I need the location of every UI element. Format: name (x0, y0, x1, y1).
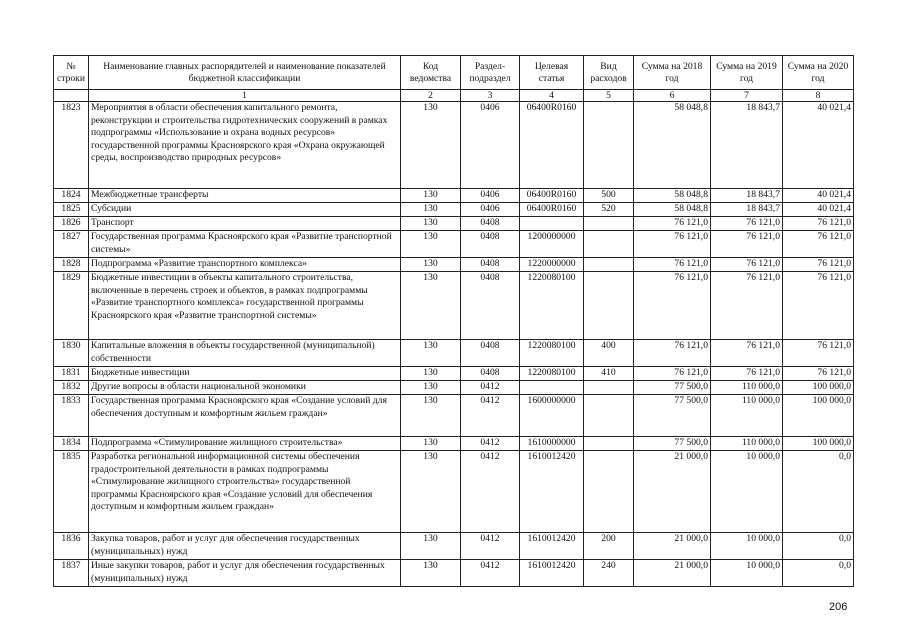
header-sum-2019: Сумма на 2019 год (711, 56, 783, 90)
table-row (54, 451, 854, 533)
table-row (54, 258, 854, 272)
table-row (54, 217, 854, 231)
section-code: 0412 (461, 395, 520, 437)
target-article: 1610000000 (520, 437, 584, 451)
target-article (520, 217, 584, 231)
department-code: 130 (401, 381, 461, 395)
expense-type (584, 102, 634, 189)
target-article: 1220080100 (520, 367, 584, 381)
sum-2018: 76 121,0 (634, 367, 711, 381)
table-row (54, 560, 854, 587)
department-code: 130 (401, 203, 461, 217)
section-code: 0412 (461, 437, 520, 451)
row-name: Разработка региональной информационной системы обеспечения градостроительной деятельности в рамках подпрограммы «Стимулирование жилищного строительства» государственной программы Красноярского края «Создание условий для обеспечения доступным и комфортным жильем граждан» (89, 451, 401, 533)
sum-2018: 21 000,0 (634, 560, 711, 587)
table-row (54, 533, 854, 560)
sum-2018: 76 121,0 (634, 231, 711, 258)
row-name: Капитальные вложения в объекты государственной (муниципальной) собственности (89, 340, 401, 367)
row-number: 1827 (54, 231, 89, 258)
section-code: 0408 (461, 367, 520, 381)
target-article: 1610012420 (520, 533, 584, 560)
header-expense-type: Вид расходов (584, 56, 634, 90)
department-code: 130 (401, 189, 461, 203)
sum-2018: 76 121,0 (634, 272, 711, 340)
target-article: 1610012420 (520, 451, 584, 533)
section-code: 0408 (461, 217, 520, 231)
sum-2018: 76 121,0 (634, 217, 711, 231)
expense-type (584, 258, 634, 272)
sum-2019: 76 121,0 (711, 272, 783, 340)
section-code: 0406 (461, 102, 520, 189)
sum-2020: 100 000,0 (783, 381, 854, 395)
table-row (54, 203, 854, 217)
sum-2019: 110 000,0 (711, 437, 783, 451)
section-code: 0412 (461, 451, 520, 533)
header-sum-2020: Сумма на 2020 год (783, 56, 854, 90)
header-name: Наименование главных распорядителей и наименование показателей бюджетной классификации (89, 56, 401, 90)
row-name: Государственная программа Красноярского края «Развитие транспортной системы» (89, 231, 401, 258)
expense-type: 500 (584, 189, 634, 203)
expense-type: 520 (584, 203, 634, 217)
expense-type (584, 272, 634, 340)
sum-2018: 77 500,0 (634, 437, 711, 451)
department-code: 130 (401, 217, 461, 231)
section-code: 0412 (461, 560, 520, 587)
department-code: 130 (401, 367, 461, 381)
section-code: 0412 (461, 533, 520, 560)
expense-type (584, 381, 634, 395)
sum-2020: 40 021,4 (783, 189, 854, 203)
sum-2019: 76 121,0 (711, 231, 783, 258)
table-row (54, 340, 854, 367)
target-article: 1220080100 (520, 272, 584, 340)
target-article: 06400R0160 (520, 189, 584, 203)
sum-2020: 76 121,0 (783, 367, 854, 381)
row-number: 1826 (54, 217, 89, 231)
table-row (54, 367, 854, 381)
department-code: 130 (401, 102, 461, 189)
sum-2019: 76 121,0 (711, 367, 783, 381)
department-code: 130 (401, 451, 461, 533)
sum-2020: 40 021,4 (783, 203, 854, 217)
sum-2019: 76 121,0 (711, 340, 783, 367)
sum-2018: 21 000,0 (634, 451, 711, 533)
sum-2020: 76 121,0 (783, 217, 854, 231)
table-body (54, 102, 854, 587)
column-number: 8 (783, 90, 854, 102)
table-row (54, 437, 854, 451)
sum-2018: 76 121,0 (634, 340, 711, 367)
sum-2020: 76 121,0 (783, 272, 854, 340)
section-code: 0406 (461, 189, 520, 203)
table-row (54, 189, 854, 203)
row-name: Подпрограмма «Развитие транспортного комплекса» (89, 258, 401, 272)
sum-2020: 100 000,0 (783, 395, 854, 437)
column-number: 7 (711, 90, 783, 102)
sum-2020: 0,0 (783, 451, 854, 533)
row-number: 1825 (54, 203, 89, 217)
row-number: 1833 (54, 395, 89, 437)
budget-table (53, 55, 854, 587)
sum-2018: 21 000,0 (634, 533, 711, 560)
row-number: 1836 (54, 533, 89, 560)
sum-2020: 0,0 (783, 533, 854, 560)
sum-2019: 18 843,7 (711, 102, 783, 189)
sum-2018: 58 048,8 (634, 189, 711, 203)
column-number (54, 90, 89, 102)
sum-2020: 76 121,0 (783, 340, 854, 367)
row-number: 1837 (54, 560, 89, 587)
header-row-number: № строки (54, 56, 89, 90)
column-number: 1 (89, 90, 401, 102)
column-number: 5 (584, 90, 634, 102)
sum-2019: 76 121,0 (711, 217, 783, 231)
column-number: 3 (461, 90, 520, 102)
sum-2020: 100 000,0 (783, 437, 854, 451)
expense-type (584, 217, 634, 231)
expense-type (584, 395, 634, 437)
sum-2020: 0,0 (783, 560, 854, 587)
sum-2019: 110 000,0 (711, 381, 783, 395)
sum-2019: 18 843,7 (711, 203, 783, 217)
sum-2018: 58 048,8 (634, 203, 711, 217)
row-name: Другие вопросы в области национальной экономики (89, 381, 401, 395)
department-code: 130 (401, 231, 461, 258)
table-row (54, 381, 854, 395)
target-article: 1200000000 (520, 231, 584, 258)
sum-2018: 58 048,8 (634, 102, 711, 189)
sum-2019: 110 000,0 (711, 395, 783, 437)
sum-2019: 76 121,0 (711, 258, 783, 272)
column-number: 2 (401, 90, 461, 102)
department-code: 130 (401, 533, 461, 560)
row-number: 1831 (54, 367, 89, 381)
row-name: Закупка товаров, работ и услуг для обеспечения государственных (муниципальных) нужд (89, 533, 401, 560)
sum-2020: 76 121,0 (783, 231, 854, 258)
header-sum-2018: Сумма на 2018 год (634, 56, 711, 90)
row-name: Иные закупки товаров, работ и услуг для обеспечения государственных (муниципальных) нужд (89, 560, 401, 587)
sum-2019: 18 843,7 (711, 189, 783, 203)
section-code: 0412 (461, 381, 520, 395)
department-code: 130 (401, 560, 461, 587)
expense-type (584, 437, 634, 451)
page-number: 206 (829, 601, 848, 613)
target-article: 1600000000 (520, 395, 584, 437)
target-article: 06400R0160 (520, 203, 584, 217)
table-row (54, 395, 854, 437)
row-number: 1828 (54, 258, 89, 272)
column-number-row (54, 90, 854, 102)
target-article: 06400R0160 (520, 102, 584, 189)
column-number: 6 (634, 90, 711, 102)
department-code: 130 (401, 258, 461, 272)
row-name: Бюджетные инвестиции (89, 367, 401, 381)
row-name: Транспорт (89, 217, 401, 231)
section-code: 0408 (461, 231, 520, 258)
sum-2020: 40 021,4 (783, 102, 854, 189)
expense-type (584, 231, 634, 258)
expense-type: 200 (584, 533, 634, 560)
section-code: 0408 (461, 340, 520, 367)
department-code: 130 (401, 272, 461, 340)
expense-type: 240 (584, 560, 634, 587)
sum-2018: 76 121,0 (634, 258, 711, 272)
row-name: Подпрограмма «Стимулирование жилищного строительства» (89, 437, 401, 451)
header-section: Раздел-подраздел (461, 56, 520, 90)
row-number: 1824 (54, 189, 89, 203)
table-row (54, 272, 854, 340)
sum-2018: 77 500,0 (634, 395, 711, 437)
row-name: Бюджетные инвестиции в объекты капитального строительства, включенные в перечень строек и объектов, в рамках подпрограммы «Развитие транспортного комплекса» государственной программы Красноярского края «Развитие транспортной системы» (89, 272, 401, 340)
row-name: Субсидии (89, 203, 401, 217)
row-name: Мероприятия в области обеспечения капитального ремонта, реконструкции и строительства гидротехнических сооружений в рамках подпрограммы «Использование и охрана водных ресурсов» государственной программы Красноярского края «Охрана окружающей среды, воспроизводство природных ресурсов» (89, 102, 401, 189)
department-code: 130 (401, 340, 461, 367)
table-row (54, 231, 854, 258)
expense-type (584, 451, 634, 533)
row-number: 1829 (54, 272, 89, 340)
section-code: 0408 (461, 258, 520, 272)
table-header (54, 56, 854, 102)
department-code: 130 (401, 395, 461, 437)
header-target-article: Целевая статья (520, 56, 584, 90)
column-number: 4 (520, 90, 584, 102)
target-article: 1220080100 (520, 340, 584, 367)
sum-2019: 10 000,0 (711, 560, 783, 587)
department-code: 130 (401, 437, 461, 451)
target-article: 1220000000 (520, 258, 584, 272)
expense-type: 410 (584, 367, 634, 381)
sum-2020: 76 121,0 (783, 258, 854, 272)
row-number: 1832 (54, 381, 89, 395)
sum-2018: 77 500,0 (634, 381, 711, 395)
row-number: 1830 (54, 340, 89, 367)
header-row (54, 56, 854, 90)
table-row (54, 102, 854, 189)
target-article: 1610012420 (520, 560, 584, 587)
row-name: Межбюджетные трансферты (89, 189, 401, 203)
header-department-code: Код ведомства (401, 56, 461, 90)
row-number: 1835 (54, 451, 89, 533)
target-article (520, 381, 584, 395)
sum-2019: 10 000,0 (711, 533, 783, 560)
row-number: 1834 (54, 437, 89, 451)
sum-2019: 10 000,0 (711, 451, 783, 533)
row-name: Государственная программа Красноярского края «Создание условий для обеспечения доступным и комфортным жильем граждан» (89, 395, 401, 437)
expense-type: 400 (584, 340, 634, 367)
section-code: 0406 (461, 203, 520, 217)
section-code: 0408 (461, 272, 520, 340)
row-number: 1823 (54, 102, 89, 189)
